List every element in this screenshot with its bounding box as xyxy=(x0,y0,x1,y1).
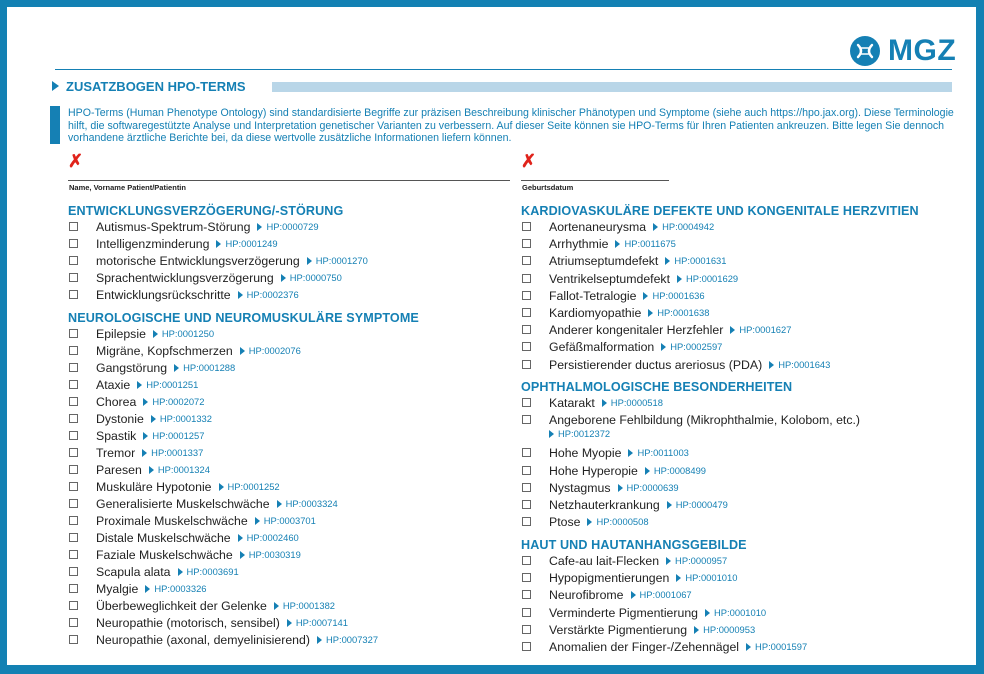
checklist-item[interactable] xyxy=(522,464,706,478)
triangle-right-icon xyxy=(149,466,154,474)
checkbox[interactable] xyxy=(522,342,531,351)
hpo-code xyxy=(137,378,198,392)
hpo-code xyxy=(143,429,204,443)
checklist-item[interactable] xyxy=(69,616,348,630)
required-mark-icon: ✗ xyxy=(68,151,84,171)
hpo-code-text: HP:0003326 xyxy=(154,583,207,594)
item-label: Aortenaneurysma xyxy=(549,220,647,234)
section-title: HAUT UND HAUTANHANGSGEBILDE xyxy=(521,538,747,552)
checkbox[interactable] xyxy=(522,448,531,457)
hpo-code xyxy=(255,514,316,528)
checkbox[interactable] xyxy=(522,239,531,248)
triangle-right-icon xyxy=(281,274,286,282)
triangle-right-icon xyxy=(631,591,636,599)
item-label: Atriumseptumdefekt xyxy=(549,254,659,269)
checklist-item[interactable] xyxy=(69,220,319,234)
hpo-code-text: HP:0004942 xyxy=(662,221,715,232)
item-label: Neurofibrome xyxy=(549,588,624,603)
mgz-logo-icon xyxy=(849,35,881,67)
triangle-right-icon xyxy=(277,500,282,508)
checklist-item[interactable] xyxy=(69,446,203,460)
checklist-item[interactable] xyxy=(69,497,338,511)
hpo-code xyxy=(149,463,210,477)
hpo-code-text: HP:0003324 xyxy=(285,498,338,509)
triangle-right-icon xyxy=(667,501,672,509)
name-field[interactable] xyxy=(68,180,510,181)
section-banner xyxy=(50,79,952,93)
checklist-item[interactable] xyxy=(522,606,766,620)
hpo-code-text: HP:0001324 xyxy=(157,464,210,475)
hpo-code xyxy=(174,361,235,375)
checklist-item[interactable] xyxy=(69,514,316,528)
item-label: Gefäßmalformation xyxy=(549,340,655,355)
checkbox[interactable] xyxy=(69,329,78,338)
hpo-code xyxy=(219,480,280,494)
item-label: Hypopigmentierungen xyxy=(549,571,670,586)
checkbox[interactable] xyxy=(522,483,531,492)
hpo-code-text: HP:0002597 xyxy=(670,341,723,353)
checklist-item[interactable] xyxy=(522,289,705,303)
intro-accent-bar xyxy=(50,106,60,144)
hpo-code xyxy=(667,498,728,512)
triangle-right-icon xyxy=(151,415,156,423)
hpo-code-text: HP:0003701 xyxy=(263,515,316,526)
triangle-right-icon xyxy=(216,240,221,248)
triangle-right-icon xyxy=(730,326,735,334)
item-label: Verminderte Pigmentierung xyxy=(549,605,699,620)
checklist-item[interactable] xyxy=(69,429,204,443)
triangle-right-icon xyxy=(219,483,224,491)
item-label: Kardiomyopathie xyxy=(549,306,642,320)
checklist-item[interactable] xyxy=(522,446,689,460)
checkbox[interactable] xyxy=(69,618,78,627)
checkbox[interactable] xyxy=(522,360,531,369)
triangle-right-icon xyxy=(255,517,260,525)
triangle-right-icon xyxy=(645,467,650,475)
dob-field-label: Geburtsdatum xyxy=(522,183,574,192)
checklist-item[interactable] xyxy=(522,481,679,495)
section-title: KARDIOVASKULÄRE DEFEKTE UND KONGENITALE HERZVITIEN xyxy=(521,204,919,218)
banner-arrow-icon xyxy=(52,81,59,91)
item-label: Persistierender ductus areriosus (PDA) xyxy=(549,357,763,372)
checklist-item[interactable] xyxy=(522,272,738,286)
checkbox[interactable] xyxy=(69,380,78,389)
hpo-code-text: HP:0002460 xyxy=(246,532,299,543)
checklist-item[interactable] xyxy=(69,271,342,285)
item-label: Chorea xyxy=(96,395,137,409)
intro-text: HPO-Terms (Human Phenotype Ontology) sind standardisierte Begriffe zur präzisen Beschreibung klinischer Phänotypen und Symptome (siehe auch https://hpo.jax.org). Diese Terminologie hilft, die softwaregestützte Analyse und Interpretation genetischer Varianten zu verbessern. Auf dieser Seite können sie HPO-Terms für Ihren Patienten ankreuzen. Bitte legen Sie dennoch vorhandene ärztliche Berichte bei, da diese wertvolle zusätzliche Informationen liefern können. xyxy=(68,107,954,145)
checklist-item[interactable] xyxy=(522,640,807,654)
hpo-code xyxy=(746,640,807,654)
checkbox[interactable] xyxy=(522,590,531,599)
triangle-right-icon xyxy=(143,432,148,440)
hpo-code xyxy=(643,289,704,303)
checklist-item[interactable] xyxy=(69,463,210,477)
checklist-item[interactable] xyxy=(69,582,207,596)
triangle-right-icon xyxy=(142,449,147,457)
checklist-item[interactable] xyxy=(69,565,239,579)
checkbox[interactable] xyxy=(69,363,78,372)
hpo-code-text: HP:0001257 xyxy=(152,430,205,441)
hpo-code xyxy=(665,254,726,268)
checkbox[interactable] xyxy=(69,635,78,644)
item-label: Sprachentwicklungsverzögerung xyxy=(96,271,274,285)
hpo-code xyxy=(631,588,692,602)
checkbox[interactable] xyxy=(69,431,78,440)
checkbox[interactable] xyxy=(69,222,78,231)
hpo-code-text: HP:0000750 xyxy=(289,272,342,283)
checklist-item[interactable] xyxy=(69,480,280,494)
triangle-right-icon xyxy=(705,609,710,617)
triangle-right-icon xyxy=(676,574,681,582)
checkbox[interactable] xyxy=(522,398,531,407)
hpo-code xyxy=(648,306,709,320)
checkbox[interactable] xyxy=(522,500,531,509)
checklist-item[interactable] xyxy=(69,531,299,545)
checklist-item[interactable] xyxy=(69,378,198,392)
triangle-right-icon xyxy=(665,257,670,265)
checklist-item[interactable] xyxy=(522,340,722,354)
item-label: Ptose xyxy=(549,515,581,530)
item-label: Anomalien der Finger-/Zehennägel xyxy=(549,640,740,654)
checklist-item[interactable] xyxy=(69,361,235,375)
item-label: Hohe Hyperopie xyxy=(549,463,638,478)
hpo-code xyxy=(153,327,214,341)
triangle-right-icon xyxy=(587,518,592,526)
triangle-right-icon xyxy=(178,568,183,576)
hpo-code xyxy=(602,396,663,410)
hpo-code-text: HP:0001631 xyxy=(674,255,727,267)
checkbox[interactable] xyxy=(522,308,531,317)
triangle-right-icon xyxy=(240,347,245,355)
triangle-right-icon xyxy=(694,626,699,634)
hpo-code-text: HP:0001636 xyxy=(652,289,705,301)
hpo-code xyxy=(615,237,675,251)
checkbox[interactable] xyxy=(522,415,531,424)
hpo-code-text: HP:0000953 xyxy=(703,623,756,635)
hpo-code-text: HP:0001382 xyxy=(282,600,336,611)
name-field-label: Name, Vorname Patient/Patientin xyxy=(69,183,186,192)
item-label: Gangstörung xyxy=(96,361,168,375)
hpo-code-text: HP:0002076 xyxy=(248,345,301,356)
hpo-code xyxy=(238,288,299,302)
hpo-code xyxy=(587,515,648,529)
logo-text: MGZ xyxy=(888,34,957,67)
hpo-code-text: HP:0002072 xyxy=(152,396,205,407)
triangle-right-icon xyxy=(153,330,158,338)
hpo-code-text: HP:0007141 xyxy=(295,617,348,628)
triangle-right-icon xyxy=(769,361,774,369)
hpo-code-text: HP:0001010 xyxy=(685,572,738,584)
checkbox[interactable] xyxy=(69,516,78,525)
item-label: Proximale Muskelschwäche xyxy=(96,514,248,528)
hpo-code xyxy=(240,344,301,358)
hpo-code xyxy=(238,531,299,545)
hpo-code-text: HP:0000729 xyxy=(266,221,319,232)
item-text-block xyxy=(549,413,860,441)
checklist-item[interactable] xyxy=(522,306,709,320)
checkbox[interactable] xyxy=(69,584,78,593)
hpo-code-text: HP:0001270 xyxy=(315,255,368,266)
checklist-item[interactable] xyxy=(522,254,727,268)
checkbox[interactable] xyxy=(69,482,78,491)
triangle-right-icon xyxy=(615,240,620,248)
triangle-right-icon xyxy=(648,309,653,317)
hpo-code xyxy=(694,623,755,637)
item-label: Epilepsie xyxy=(96,327,146,341)
header-rule xyxy=(55,69,952,70)
section-title: NEUROLOGISCHE UND NEUROMUSKULÄRE SYMPTOME xyxy=(68,311,419,325)
item-label: Distale Muskelschwäche xyxy=(96,531,231,545)
item-label: Generalisierte Muskelschwäche xyxy=(96,497,270,511)
hpo-code xyxy=(769,358,830,372)
checkbox[interactable] xyxy=(522,556,531,565)
item-label: Überbeweglichkeit der Gelenke xyxy=(96,599,267,613)
triangle-right-icon xyxy=(628,449,633,457)
triangle-right-icon xyxy=(238,291,243,299)
hpo-code-text: HP:0011003 xyxy=(637,447,689,459)
triangle-right-icon xyxy=(618,484,623,492)
hpo-code-text: HP:0001249 xyxy=(225,238,278,249)
hpo-code-text: HP:0001643 xyxy=(778,358,831,370)
checkbox[interactable] xyxy=(69,256,78,265)
hpo-code xyxy=(730,323,791,337)
checkbox[interactable] xyxy=(522,274,531,283)
checkbox[interactable] xyxy=(69,290,78,299)
triangle-right-icon xyxy=(240,551,245,559)
checklist-item[interactable] xyxy=(522,220,714,234)
item-label: Faziale Muskelschwäche xyxy=(96,548,233,562)
hpo-code xyxy=(317,633,378,647)
dob-field[interactable] xyxy=(521,180,669,181)
triangle-right-icon xyxy=(307,257,312,265)
checkbox[interactable] xyxy=(522,517,531,526)
triangle-right-icon xyxy=(549,430,554,438)
checklist-item[interactable] xyxy=(522,515,649,529)
section-title: OPHTHALMOLOGISCHE BESONDERHEITEN xyxy=(521,380,793,394)
hpo-code xyxy=(216,237,277,251)
checklist-item[interactable] xyxy=(522,623,755,637)
hpo-code-text: HP:0001010 xyxy=(714,606,767,618)
checklist-item[interactable] xyxy=(522,588,692,602)
hpo-code-text: HP:0001337 xyxy=(151,447,204,458)
hpo-code xyxy=(677,272,738,286)
item-label: Paresen xyxy=(96,463,142,477)
hpo-code-text: HP:0008499 xyxy=(653,464,707,476)
checkbox[interactable] xyxy=(69,397,78,406)
checkbox[interactable] xyxy=(69,465,78,474)
hpo-code xyxy=(143,395,204,409)
checklist-item[interactable] xyxy=(522,323,791,337)
hpo-code xyxy=(257,220,318,234)
checklist-item[interactable] xyxy=(69,288,299,302)
hpo-code xyxy=(705,606,766,620)
checkbox[interactable] xyxy=(69,550,78,559)
hpo-code-text: HP:0001250 xyxy=(161,328,215,339)
hpo-code-text: HP:0000957 xyxy=(675,555,728,566)
hpo-code xyxy=(307,254,368,268)
logo xyxy=(849,35,956,67)
hpo-code xyxy=(549,427,860,441)
hpo-code-text: HP:0001629 xyxy=(686,272,739,284)
checklist-item[interactable] xyxy=(69,633,378,647)
hpo-code xyxy=(240,548,301,562)
triangle-right-icon xyxy=(287,619,292,627)
checkbox[interactable] xyxy=(69,239,78,248)
hpo-code-text: HP:0030319 xyxy=(248,549,301,560)
item-label: Dystonie xyxy=(96,412,144,426)
item-label: Entwicklungsrückschritte xyxy=(96,288,231,302)
hpo-code-text: HP:0000508 xyxy=(596,516,649,528)
triangle-right-icon xyxy=(666,557,671,565)
checklist-item[interactable] xyxy=(69,548,301,562)
hpo-code-text: HP:0012372 xyxy=(558,428,611,440)
item-label: Nystagmus xyxy=(549,480,611,495)
triangle-right-icon xyxy=(661,343,666,351)
hpo-code-text: HP:0001251 xyxy=(146,379,199,390)
triangle-right-icon xyxy=(274,602,279,610)
hpo-code xyxy=(287,616,348,630)
item-label: Netzhauterkrankung xyxy=(549,498,660,512)
hpo-code xyxy=(661,340,722,354)
checkbox[interactable] xyxy=(522,625,531,634)
hpo-code-text: HP:0000518 xyxy=(610,397,663,408)
page-title: ZUSATZBOGEN HPO-TERMS xyxy=(66,79,252,94)
triangle-right-icon xyxy=(174,364,179,372)
item-label: Cafe-au lait-Flecken xyxy=(549,554,660,568)
item-label: Spastik xyxy=(96,429,137,443)
hpo-code-text: HP:0002376 xyxy=(246,289,299,300)
checklist-item[interactable] xyxy=(69,599,335,613)
checkbox[interactable] xyxy=(69,448,78,457)
checkbox[interactable] xyxy=(522,256,531,265)
triangle-right-icon xyxy=(238,534,243,542)
triangle-right-icon xyxy=(643,292,648,300)
item-label: motorische Entwicklungsverzögerung xyxy=(96,254,300,268)
item-label: Hohe Myopie xyxy=(549,446,622,461)
checklist-item[interactable] xyxy=(69,254,368,268)
triangle-right-icon xyxy=(143,398,148,406)
checklist-item[interactable] xyxy=(522,571,737,585)
item-label: Arrhythmie xyxy=(549,237,609,252)
checkbox[interactable] xyxy=(522,291,531,300)
triangle-right-icon xyxy=(145,585,150,593)
item-label: Anderer kongenitaler Herzfehler xyxy=(549,323,724,338)
hpo-code xyxy=(676,571,737,585)
checkbox[interactable] xyxy=(69,273,78,282)
hpo-code xyxy=(178,565,239,579)
triangle-right-icon xyxy=(137,381,142,389)
item-label: Autismus-Spektrum-Störung xyxy=(96,220,251,234)
checkbox[interactable] xyxy=(522,466,531,475)
hpo-code xyxy=(274,599,335,613)
item-label: Ataxie xyxy=(96,378,131,392)
item-label: Intelligenzminderung xyxy=(96,237,210,251)
item-label: Muskuläre Hypotonie xyxy=(96,480,212,494)
item-label: Migräne, Kopfschmerzen xyxy=(96,344,233,358)
checkbox[interactable] xyxy=(69,601,78,610)
checkbox[interactable] xyxy=(69,533,78,542)
hpo-code-text: HP:0003691 xyxy=(186,566,239,577)
hpo-code-text: HP:0000639 xyxy=(626,481,679,493)
hpo-code-text: HP:0001627 xyxy=(739,324,792,336)
checklist-item[interactable] xyxy=(69,344,301,358)
item-label: Katarakt xyxy=(549,396,595,410)
hpo-code-text: HP:0001638 xyxy=(657,307,710,318)
hpo-code xyxy=(277,497,338,511)
banner-bar xyxy=(272,82,952,92)
hpo-code xyxy=(145,582,206,596)
item-label: Myalgie xyxy=(96,582,139,596)
checkbox[interactable] xyxy=(69,414,78,423)
triangle-right-icon xyxy=(317,636,322,644)
hpo-code xyxy=(628,446,688,460)
hpo-code-text: HP:0011675 xyxy=(624,238,676,250)
hpo-code xyxy=(142,446,203,460)
checkbox[interactable] xyxy=(522,608,531,617)
item-label: Ventrikelseptumdefekt xyxy=(549,271,670,286)
item-label: Fallot-Tetralogie xyxy=(549,288,637,303)
hpo-code-text: HP:0001597 xyxy=(755,641,808,652)
hpo-code xyxy=(666,554,727,568)
item-label: Angeborene Fehlbildung (Mikrophthalmie, Kolobom, etc.) xyxy=(549,413,861,428)
hpo-code xyxy=(281,271,342,285)
triangle-right-icon xyxy=(602,399,607,407)
item-label: Verstärkte Pigmentierung xyxy=(549,622,688,637)
section-title: ENTWICKLUNGSVERZÖGERUNG/-STÖRUNG xyxy=(68,204,344,218)
checkbox[interactable] xyxy=(522,325,531,334)
hpo-code xyxy=(653,220,714,234)
checkbox[interactable] xyxy=(522,573,531,582)
hpo-code-text: HP:0007327 xyxy=(325,634,379,645)
checkbox[interactable] xyxy=(522,642,531,651)
triangle-right-icon xyxy=(677,275,682,283)
hpo-code-text: HP:0001252 xyxy=(227,481,280,492)
hpo-code xyxy=(151,412,212,426)
required-mark-icon: ✗ xyxy=(521,151,537,171)
checklist-item[interactable] xyxy=(522,358,830,372)
triangle-right-icon xyxy=(653,223,658,231)
triangle-right-icon xyxy=(257,223,262,231)
item-label: Tremor xyxy=(96,446,136,460)
hpo-code-text: HP:0001332 xyxy=(159,413,212,424)
hpo-code-text: HP:0001067 xyxy=(639,589,692,601)
item-label: Scapula alata xyxy=(96,565,171,579)
checkbox[interactable] xyxy=(522,222,531,231)
hpo-code xyxy=(645,464,706,478)
checklist-item[interactable] xyxy=(69,237,278,251)
triangle-right-icon xyxy=(746,643,751,651)
checklist-item[interactable] xyxy=(69,395,204,409)
hpo-code xyxy=(618,481,679,495)
item-label: Neuropathie (motorisch, sensibel) xyxy=(96,616,280,630)
checklist-item[interactable] xyxy=(522,237,676,251)
hpo-code-text: HP:0001288 xyxy=(183,362,236,373)
checkbox[interactable] xyxy=(69,499,78,508)
checklist-item[interactable] xyxy=(522,413,860,441)
checkbox[interactable] xyxy=(69,346,78,355)
checklist-item[interactable] xyxy=(69,327,214,341)
checklist-item[interactable] xyxy=(69,412,212,426)
checklist-item[interactable] xyxy=(522,554,727,568)
item-label: Neuropathie (axonal, demyelinisierend) xyxy=(96,633,310,647)
checkbox[interactable] xyxy=(69,567,78,576)
checklist-item[interactable] xyxy=(522,396,663,410)
hpo-code-text: HP:0000479 xyxy=(675,499,728,510)
checklist-item[interactable] xyxy=(522,498,728,512)
